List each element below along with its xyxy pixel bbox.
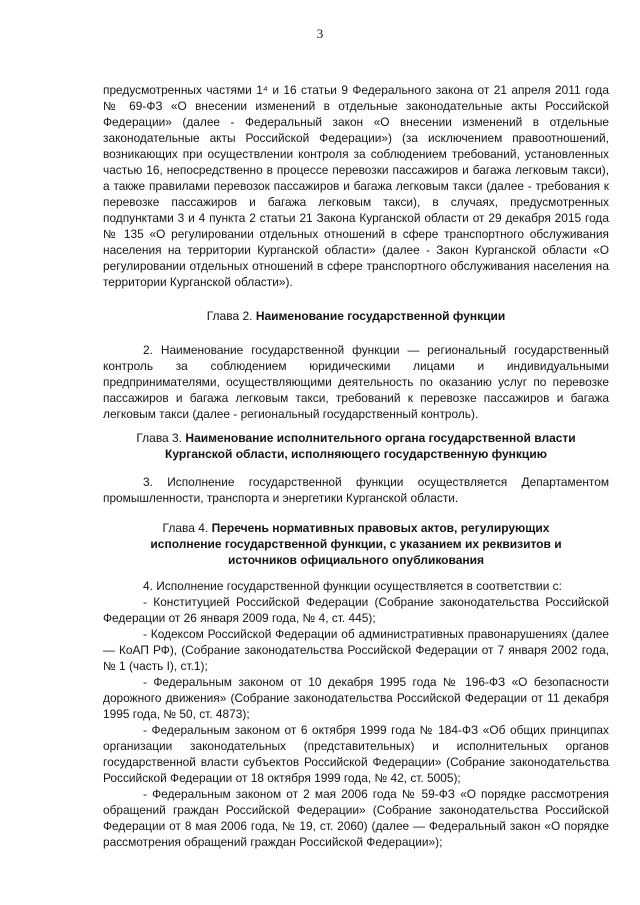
chapter-4-title-line-1: Перечень нормативных правовых актов, регулирующих [211, 521, 550, 535]
paragraph-3-block [103, 474, 609, 506]
chapter-2-title: Наименование государственной функции [255, 309, 506, 323]
list-item: - Конституцией Российской Федерации (Собрание законодательства Российской Федерации от 26 января 2009 года, № 4, ст. 445); [103, 595, 609, 625]
page-number: 3 [316, 26, 324, 41]
list-item: - Федеральным законом от 10 декабря 1995 года № 196-ФЗ «О безопасности дорожного движения» (Собрание законодательства Российской Федерации от 11 декабря 1995 года, № 50, ст. 4873); [103, 675, 609, 721]
paragraph-4: 4. Исполнение государственной функции осуществляется в соответствии с: [143, 579, 562, 593]
list-item: - Кодексом Российской Федерации об административных правонарушениях (далее — КоАП РФ), (Собрание законодательства Российской Федерации от 7 января 2002 года, № 1 (часть I), ст.1); [103, 627, 609, 673]
chapter-3-title-line-2: Курганской области, исполняющего государственную функцию [165, 447, 547, 461]
list-item: - Федеральным законом от 6 октября 1999 года № 184-ФЗ «Об общих принципах организации законодательных (представительных) и исполнительных органов государственной власти субъектов Российской Федерации» (Собрание законодательства Российской Федерации от 18 октября 1999 года, № 42, ст. 5005); [103, 723, 609, 785]
chapter-4-prefix: Глава 4. [162, 521, 212, 535]
paragraph-2: 2. Наименование государственной функции — региональный государственный контроль за соблюдением юридическими лицами и индивидуальными предпринимателями, осуществляющими деятельность по оказанию услуг по перевозке пассажиров и багажа легковым такси, требований к перевозке пассажиров и багажа легковым такси (далее - региональный государственный контроль). [103, 343, 609, 421]
paragraph-2-block [103, 342, 609, 422]
chapter-3-heading [103, 430, 609, 462]
chapter-2-heading [103, 308, 609, 324]
chapter-4-title-line-2: исполнение государственной функции, с указанием их реквизитов и [150, 537, 562, 551]
paragraph-4-block [103, 578, 609, 850]
list-item: - Федеральным законом от 2 мая 2006 года № 59-ФЗ «О порядке рассмотрения обращений граждан Российской Федерации» (Собрание законодательства Российской Федерации от 8 мая 2006 года, № 19, ст. 2060) (далее — Федеральный закон «О порядке рассмотрения обращений граждан Российской Федерации»); [103, 787, 609, 849]
intro-paragraph: предусмотренных частями 1⁴ и 16 статьи 9 Федерального закона от 21 апреля 2011 года № 69-ФЗ «О внесении изменений в отдельные законодательные акты Российской Федерации» (далее - Федеральный закон «О внесении изменений в отдельные законодательные акты Российской Федерации») (за исключением правоотношений, возникающих при осуществлении контроля за соблюдением требований, установленных частью 16, непосредственно в процессе перевозки пассажиров и багажа легковым такси), а также правилами перевозок пассажиров и багажа легковым такси (далее - требования к перевозке пассажиров и багажа легковым такси), в случаях, предусмотренных подпунктами 3 и 4 пункта 2 статьи 21 Закона Курганской области от 29 декабря 2015 года № 135 «О регулировании отдельных отношений в сфере транспортного обслуживания населения на территории Курганской области» (далее - Закон Курганской области «О регулировании отдельных отношений в сфере транспортного обслуживания населения на территории Курганской области»). [103, 83, 609, 289]
chapter-3-prefix: Глава 3. [136, 431, 186, 445]
chapter-3-title-line-1: Наименование исполнительного органа государственной власти [185, 431, 576, 445]
chapter-4-heading [103, 520, 609, 568]
chapter-2-prefix: Глава 2. [206, 309, 256, 323]
chapter-4-title-line-3: источников официального опубликования [227, 553, 485, 567]
intro-paragraph-block [103, 82, 609, 290]
paragraph-3: 3. Исполнение государственной функции осуществляется Департаментом промышленности, транспорта и энергетики Курганской области. [103, 475, 609, 505]
